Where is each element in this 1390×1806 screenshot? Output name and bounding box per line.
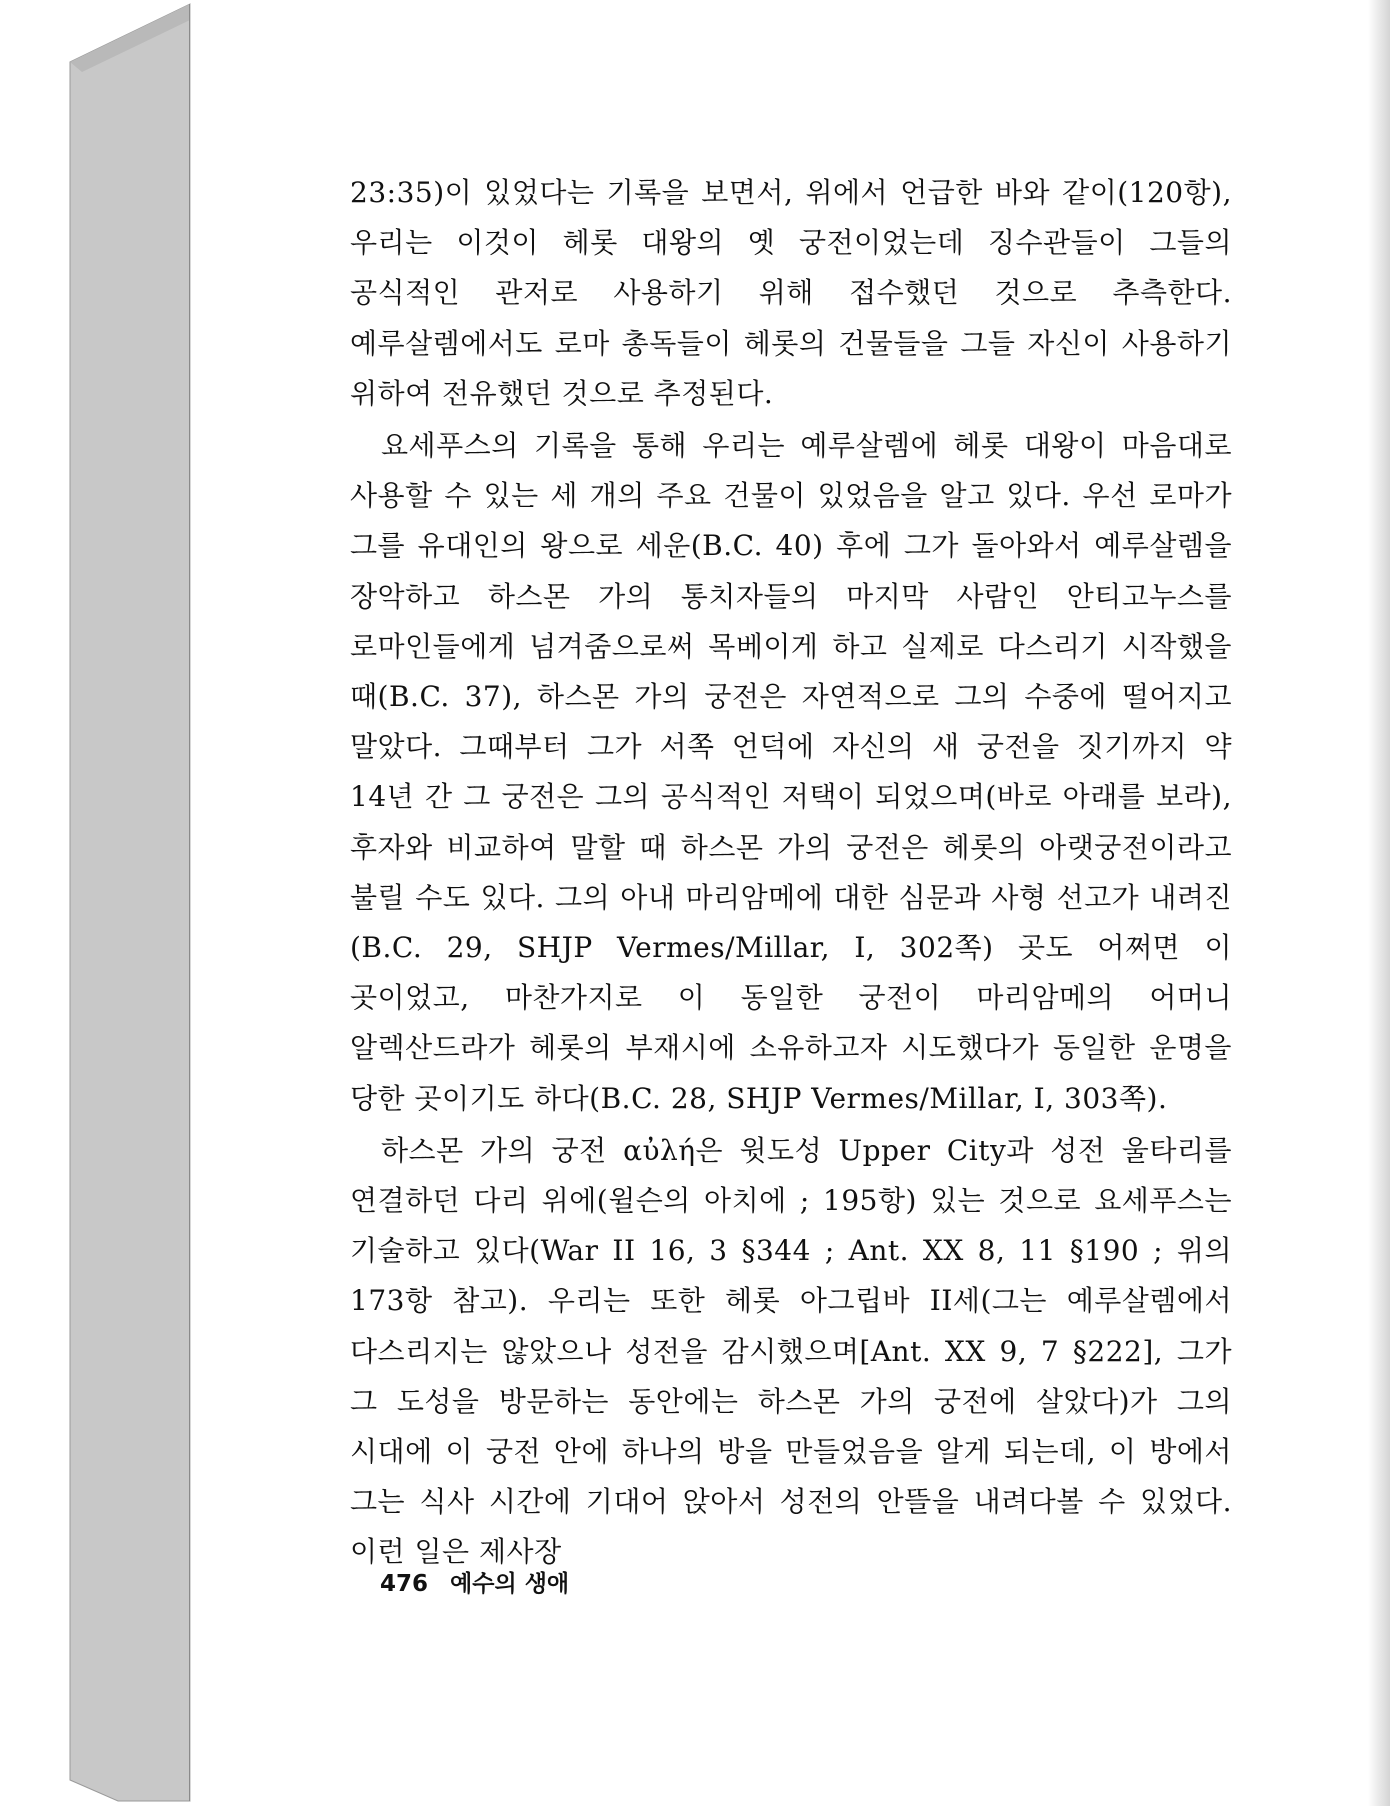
page-footer xyxy=(380,1565,569,1598)
paragraph-3: 하스몬 가의 궁전 αὐλή은 윗도성 Upper City과 성전 울타리를 연결하던 다리 위에(윌슨의 아치에 ; 195항) 있는 것으로 요세푸스는 기술하고 있다(War II 16, 3 §344 ; Ant. XX 8, 11 §190 ; 위의 173항 참고). 우리는 또한 헤롯 아그립바 II세(그는 예루살렘에서 다스리지는 않았으나 성전을 감시했으며[Ant. XX 9, 7 §222], 그가 그 도성을 방문하는 동안에는 하스몬 가의 궁전에 살았다)가 그의 시대에 이 궁전 안에 하나의 방을 만들었음을 알게 되는데, 이 방에서 그는 식사 시간에 기대어 앉아서 성전의 안뜰을 내려다볼 수 있었다. 이런 일은 제사장 xyxy=(350,1133,1232,1569)
paragraph-1: 23:35)이 있었다는 기록을 보면서, 위에서 언급한 바와 같이(120항), 우리는 이것이 헤롯 대왕의 옛 궁전이었는데 징수관들이 그들의 공식적인 관저로 사용하기 위해 접수했던 것으로 추측한다. 예루살렘에서도 로마 총독들이 헤롯의 건물들을 그들 자신이 사용하기 위하여 전유했던 것으로 추정된다. xyxy=(350,176,1232,410)
paragraph-2: 요세푸스의 기록을 통해 우리는 예루살렘에 헤롯 대왕이 마음대로 사용할 수 있는 세 개의 주요 건물이 있었음을 알고 있다. 우선 로마가 그를 유대인의 왕으로 세운(B.C. 40) 후에 그가 돌아와서 예루살렘을 장악하고 하스몬 가의 통치자들의 마지막 사람인 안티고누스를 로마인들에게 넘겨줌으로써 목베이게 하고 실제로 다스리기 시작했을 때(B.C. 37), 하스몬 가의 궁전은 자연적으로 그의 수중에 떨어지고 말았다. 그때부터 그가 서쪽 언덕에 자신의 새 궁전을 짓기까지 약 14년 간 그 궁전은 그의 공식적인 저택이 되었으며(바로 아래를 보라), 후자와 비교하여 말할 때 하스몬 가의 궁전은 헤롯의 아랫궁전이라고 불릴 수도 있다. 그의 아내 마리암메에 대한 심문과 사형 선고가 내려진(B.C. 29, SHJP Vermes/Millar, I, 302쪽) 곳도 어쩌면 이 곳이었고, 마찬가지로 이 동일한 궁전이 마리암메의 어머니 알렉산드라가 헤롯의 부재시에 소유하고자 시도했다가 동일한 운명을 당한 곳이기도 하다(B.C. 28, SHJP Vermes/Millar, I, 303쪽). xyxy=(350,429,1232,1115)
running-title: 예수의 생애 xyxy=(450,1571,570,1597)
page-right-shadow xyxy=(1368,0,1390,1806)
body-text xyxy=(350,168,1232,1569)
page-number: 476 xyxy=(380,1571,429,1597)
